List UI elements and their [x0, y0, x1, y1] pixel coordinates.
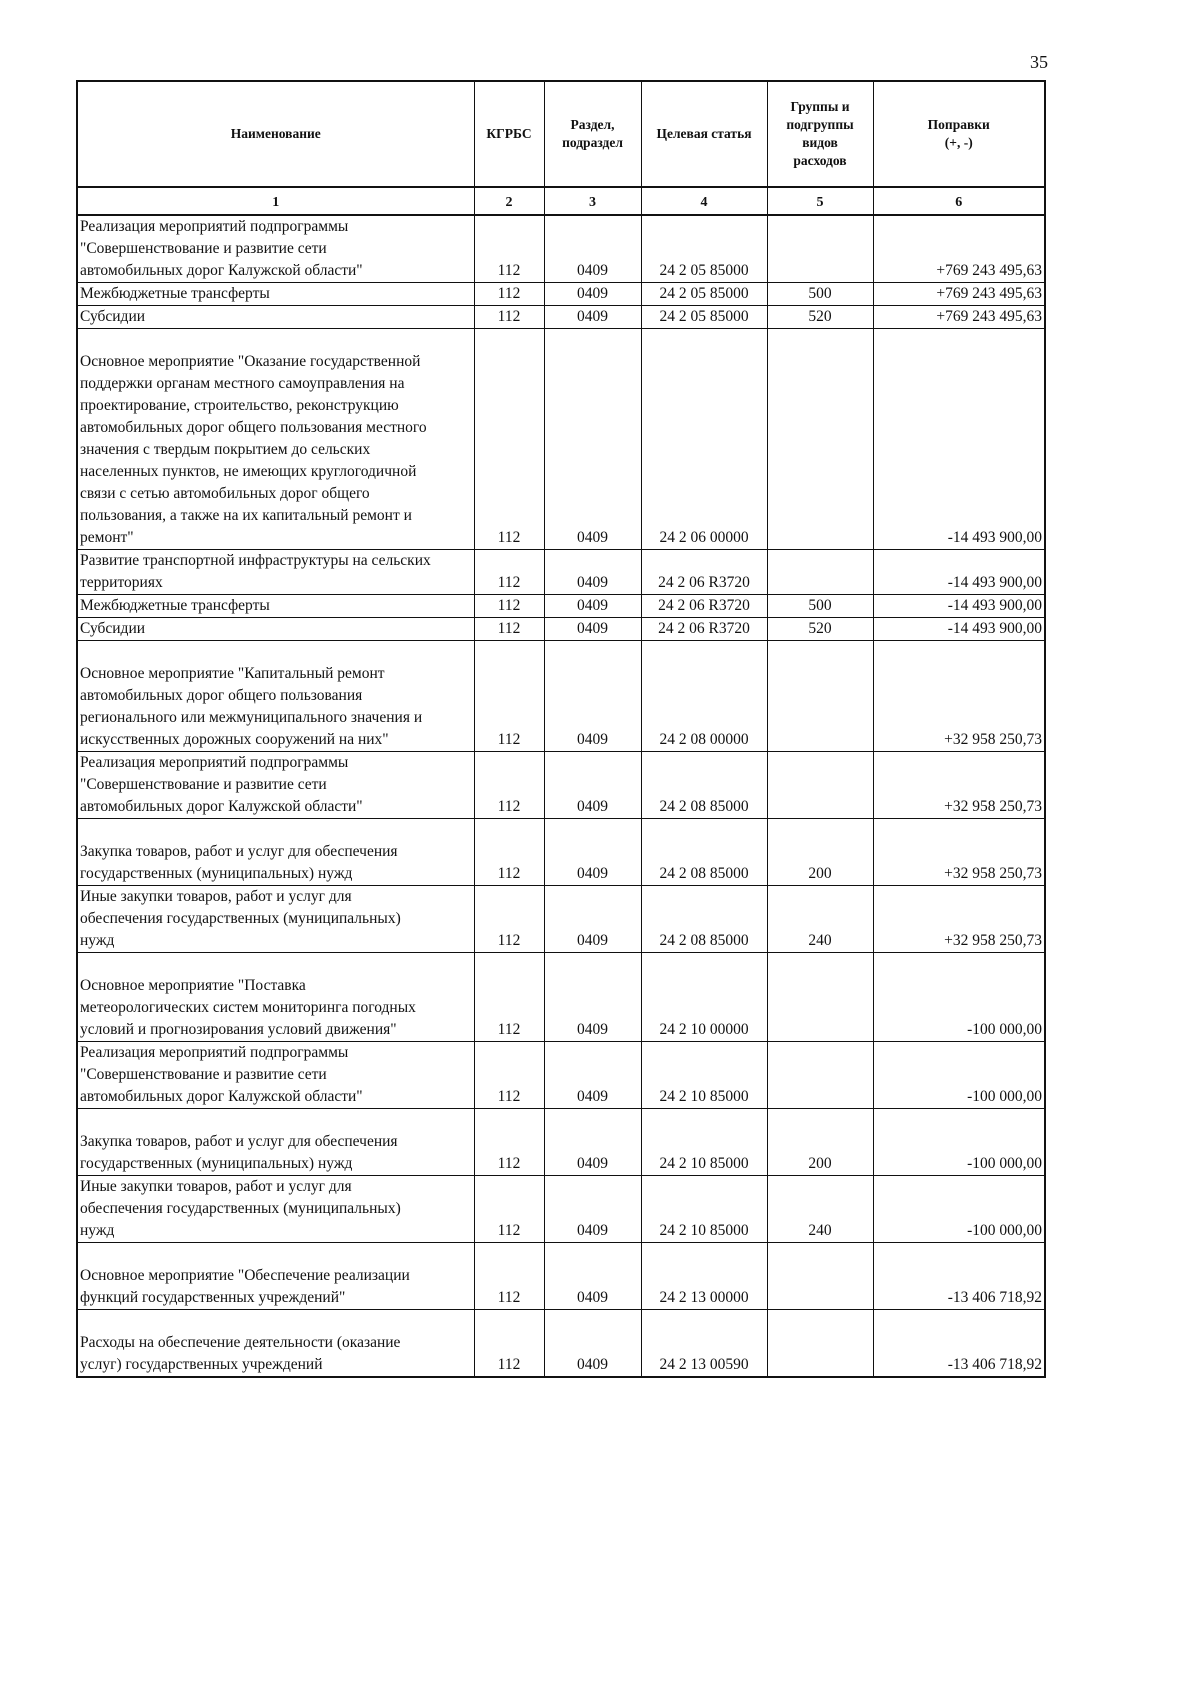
table-header-row [77, 81, 1045, 187]
row-group [767, 953, 873, 1042]
column-number: 4 [641, 187, 767, 215]
row-section: 0409 [544, 306, 641, 329]
row-kgrbs: 112 [474, 641, 544, 752]
row-group [767, 550, 873, 595]
row-group [767, 641, 873, 752]
row-amount: -100 000,00 [873, 953, 1045, 1042]
row-group [767, 1042, 873, 1109]
table-row [77, 306, 1045, 329]
column-number: 2 [474, 187, 544, 215]
row-kgrbs: 112 [474, 283, 544, 306]
table-row [77, 215, 1045, 283]
row-amount: -14 493 900,00 [873, 595, 1045, 618]
row-section: 0409 [544, 595, 641, 618]
column-number: 5 [767, 187, 873, 215]
row-name: Реализация мероприятий подпрограммы "Совершенствование и развитие сети автомобильных дорог Калужской области" [77, 215, 474, 283]
row-amount: -100 000,00 [873, 1109, 1045, 1176]
row-group: 500 [767, 595, 873, 618]
row-section: 0409 [544, 886, 641, 953]
row-section: 0409 [544, 215, 641, 283]
row-target: 24 2 05 85000 [641, 215, 767, 283]
budget-amendments-table [76, 80, 1046, 1378]
row-kgrbs: 112 [474, 1176, 544, 1243]
row-target: 24 2 10 85000 [641, 1042, 767, 1109]
row-group: 520 [767, 618, 873, 641]
row-name: Реализация мероприятий подпрограммы "Совершенствование и развитие сети автомобильных дорог Калужской области" [77, 752, 474, 819]
row-target: 24 2 06 00000 [641, 329, 767, 550]
row-amount: -14 493 900,00 [873, 550, 1045, 595]
row-target: 24 2 05 85000 [641, 306, 767, 329]
page-number: 35 [1030, 52, 1048, 72]
row-name: Основное мероприятие "Оказание государственной поддержки органам местного самоуправления на проектирование, строительство, реконструкцию автомобильных дорог общего пользования местного значения с твердым покрытием до сельских населенных пунктов, не имеющих круглогодичной связи с сетью автомобильных дорог общего пользования, а также на их капитальный ремонт и ремонт" [77, 329, 474, 550]
column-number-row [77, 187, 1045, 215]
row-target: 24 2 13 00000 [641, 1243, 767, 1310]
row-group [767, 215, 873, 283]
row-name: Расходы на обеспечение деятельности (оказание услуг) государственных учреждений [77, 1310, 474, 1378]
row-group: 200 [767, 819, 873, 886]
row-amount: -100 000,00 [873, 1176, 1045, 1243]
row-kgrbs: 112 [474, 1042, 544, 1109]
row-section: 0409 [544, 1176, 641, 1243]
row-name: Иные закупки товаров, работ и услуг для обеспечения государственных (муниципальных) нужд [77, 886, 474, 953]
row-kgrbs: 112 [474, 752, 544, 819]
row-section: 0409 [544, 1243, 641, 1310]
row-target: 24 2 08 00000 [641, 641, 767, 752]
row-amount: +32 958 250,73 [873, 819, 1045, 886]
row-name: Субсидии [77, 306, 474, 329]
row-name: Развитие транспортной инфраструктуры на сельских территориях [77, 550, 474, 595]
row-group [767, 1310, 873, 1378]
header-amendments: Поправки (+, -) [873, 81, 1045, 187]
table-row [77, 1310, 1045, 1378]
header-groups: Группы и подгруппы видов расходов [767, 81, 873, 187]
row-section: 0409 [544, 618, 641, 641]
table-row [77, 886, 1045, 953]
table-row [77, 1243, 1045, 1310]
table-row [77, 641, 1045, 752]
header-section: Раздел, подраздел [544, 81, 641, 187]
row-kgrbs: 112 [474, 550, 544, 595]
row-section: 0409 [544, 1310, 641, 1378]
column-number: 6 [873, 187, 1045, 215]
table-row [77, 618, 1045, 641]
row-name: Основное мероприятие "Обеспечение реализации функций государственных учреждений" [77, 1243, 474, 1310]
row-group [767, 752, 873, 819]
row-section: 0409 [544, 641, 641, 752]
row-target: 24 2 06 R3720 [641, 618, 767, 641]
row-amount: -14 493 900,00 [873, 618, 1045, 641]
row-kgrbs: 112 [474, 595, 544, 618]
row-name: Межбюджетные трансферты [77, 595, 474, 618]
row-target: 24 2 10 85000 [641, 1109, 767, 1176]
row-amount: +769 243 495,63 [873, 283, 1045, 306]
row-kgrbs: 112 [474, 886, 544, 953]
row-target: 24 2 10 00000 [641, 953, 767, 1042]
row-target: 24 2 10 85000 [641, 1176, 767, 1243]
row-amount: +32 958 250,73 [873, 886, 1045, 953]
table-row [77, 550, 1045, 595]
row-name: Основное мероприятие "Капитальный ремонт автомобильных дорог общего пользования регионального или межмуниципального значения и искусственных дорожных сооружений на них" [77, 641, 474, 752]
row-section: 0409 [544, 953, 641, 1042]
table-row [77, 1042, 1045, 1109]
table-row [77, 595, 1045, 618]
row-amount: -100 000,00 [873, 1042, 1045, 1109]
row-target: 24 2 08 85000 [641, 752, 767, 819]
row-name: Иные закупки товаров, работ и услуг для обеспечения государственных (муниципальных) нужд [77, 1176, 474, 1243]
row-target: 24 2 05 85000 [641, 283, 767, 306]
header-kgrbs: КГРБС [474, 81, 544, 187]
row-group: 200 [767, 1109, 873, 1176]
row-kgrbs: 112 [474, 953, 544, 1042]
row-section: 0409 [544, 1109, 641, 1176]
row-amount: +32 958 250,73 [873, 752, 1045, 819]
row-group: 520 [767, 306, 873, 329]
table-row [77, 752, 1045, 819]
row-amount: -13 406 718,92 [873, 1243, 1045, 1310]
header-target: Целевая статья [641, 81, 767, 187]
column-number: 3 [544, 187, 641, 215]
table-row [77, 1109, 1045, 1176]
row-kgrbs: 112 [474, 329, 544, 550]
row-name: Закупка товаров, работ и услуг для обеспечения государственных (муниципальных) нужд [77, 819, 474, 886]
row-name: Межбюджетные трансферты [77, 283, 474, 306]
row-group: 240 [767, 886, 873, 953]
row-group [767, 329, 873, 550]
row-target: 24 2 06 R3720 [641, 550, 767, 595]
row-kgrbs: 112 [474, 819, 544, 886]
table-row [77, 283, 1045, 306]
row-kgrbs: 112 [474, 215, 544, 283]
row-section: 0409 [544, 752, 641, 819]
row-kgrbs: 112 [474, 1243, 544, 1310]
header-name: Наименование [77, 81, 474, 187]
row-target: 24 2 13 00590 [641, 1310, 767, 1378]
row-name: Субсидии [77, 618, 474, 641]
row-section: 0409 [544, 329, 641, 550]
row-target: 24 2 08 85000 [641, 886, 767, 953]
row-name: Закупка товаров, работ и услуг для обеспечения государственных (муниципальных) нужд [77, 1109, 474, 1176]
table-row [77, 953, 1045, 1042]
row-target: 24 2 06 R3720 [641, 595, 767, 618]
row-group: 240 [767, 1176, 873, 1243]
row-group: 500 [767, 283, 873, 306]
column-number: 1 [77, 187, 474, 215]
row-amount: +32 958 250,73 [873, 641, 1045, 752]
row-kgrbs: 112 [474, 1109, 544, 1176]
row-section: 0409 [544, 819, 641, 886]
row-amount: +769 243 495,63 [873, 306, 1045, 329]
table-row [77, 329, 1045, 550]
row-section: 0409 [544, 550, 641, 595]
row-amount: -14 493 900,00 [873, 329, 1045, 550]
table-row [77, 1176, 1045, 1243]
row-target: 24 2 08 85000 [641, 819, 767, 886]
row-kgrbs: 112 [474, 1310, 544, 1378]
row-name: Основное мероприятие "Поставка метеорологических систем мониторинга погодных условий и прогнозирования условий движения" [77, 953, 474, 1042]
row-section: 0409 [544, 283, 641, 306]
row-group [767, 1243, 873, 1310]
row-kgrbs: 112 [474, 306, 544, 329]
row-name: Реализация мероприятий подпрограммы "Совершенствование и развитие сети автомобильных дорог Калужской области" [77, 1042, 474, 1109]
row-kgrbs: 112 [474, 618, 544, 641]
table-row [77, 819, 1045, 886]
row-section: 0409 [544, 1042, 641, 1109]
row-amount: -13 406 718,92 [873, 1310, 1045, 1378]
row-amount: +769 243 495,63 [873, 215, 1045, 283]
